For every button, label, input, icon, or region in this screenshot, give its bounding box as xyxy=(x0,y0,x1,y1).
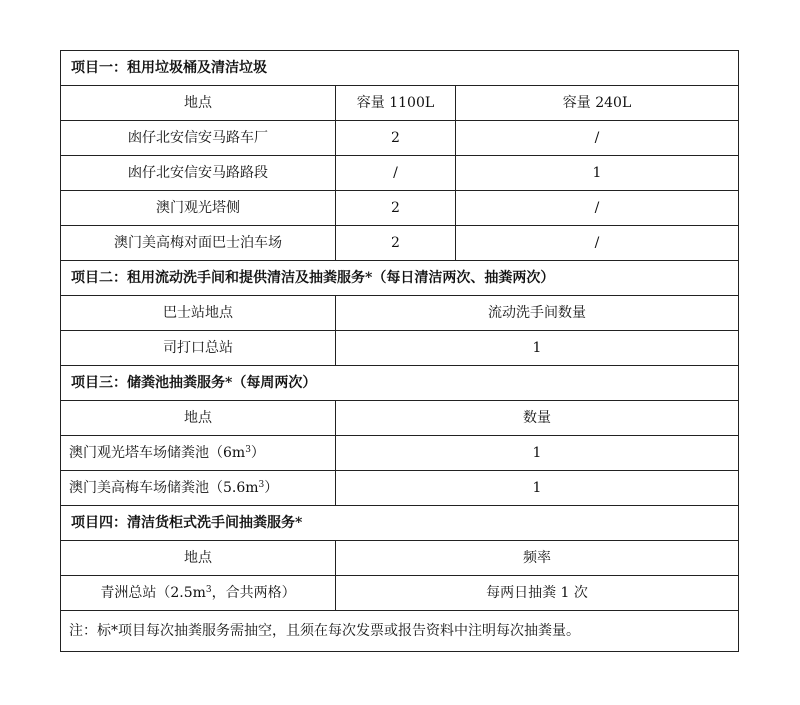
footnote: 注：标*项目每次抽粪服务需抽空，且须在每次发票或报告资料中注明每次抽粪量。 xyxy=(61,611,739,652)
capacity-1100l-cell: 2 xyxy=(336,226,456,261)
location-cell: 澳门美高梅车场储粪池$(5.6m^3)$ xyxy=(61,471,336,506)
location-cell: 凼仔北安信安马路车厂 xyxy=(61,121,336,156)
count-cell: 1 xyxy=(336,331,739,366)
section-2-header-row xyxy=(61,296,739,331)
location-cell: 司打口总站 xyxy=(61,331,336,366)
section-1-title-row xyxy=(61,51,739,86)
section-4-title-row xyxy=(61,506,739,541)
table-row xyxy=(61,121,739,156)
section-2-title: 项目二：租用流动洗手间和提供清洁及抽粪服务*（每日清洁两次、抽粪两次） xyxy=(61,261,739,296)
service-table xyxy=(60,50,739,652)
table-row xyxy=(61,226,739,261)
table-row xyxy=(61,191,739,226)
frequency-cell: 每两日抽粪 1 次 xyxy=(336,576,739,611)
table-row xyxy=(61,436,739,471)
location-cell: 澳门观光塔车场储粪池$(6m^3)$ xyxy=(61,436,336,471)
header-toilet-count: 流动洗手间数量 xyxy=(336,296,739,331)
capacity-240l-cell: / xyxy=(456,121,739,156)
capacity-1100l-cell: 2 xyxy=(336,121,456,156)
header-frequency: 频率 xyxy=(336,541,739,576)
location-cell: 青洲总站（$2.5m^3$，合共两格） xyxy=(61,576,336,611)
header-location: 地点 xyxy=(61,401,336,436)
section-3-title-row xyxy=(61,366,739,401)
header-quantity: 数量 xyxy=(336,401,739,436)
table-row xyxy=(61,331,739,366)
capacity-240l-cell: / xyxy=(456,226,739,261)
section-4-header-row xyxy=(61,541,739,576)
table-row xyxy=(61,471,739,506)
section-2-title-row xyxy=(61,261,739,296)
note-row xyxy=(61,611,739,652)
section-1-title: 项目一：租用垃圾桶及清洁垃圾 xyxy=(61,51,739,86)
capacity-240l-cell: / xyxy=(456,191,739,226)
header-capacity-1100l: 容量 1100L xyxy=(336,86,456,121)
section-1-header-row xyxy=(61,86,739,121)
section-4-title: 项目四：清洁货柜式洗手间抽粪服务* xyxy=(61,506,739,541)
header-bus-stop-location: 巴士站地点 xyxy=(61,296,336,331)
section-3-title: 项目三：储粪池抽粪服务*（每周两次） xyxy=(61,366,739,401)
header-location: 地点 xyxy=(61,541,336,576)
location-cell: 澳门美高梅对面巴士泊车场 xyxy=(61,226,336,261)
header-capacity-240l: 容量 240L xyxy=(456,86,739,121)
location-cell: 凼仔北安信安马路路段 xyxy=(61,156,336,191)
capacity-240l-cell: 1 xyxy=(456,156,739,191)
quantity-cell: 1 xyxy=(336,471,739,506)
quantity-cell: 1 xyxy=(336,436,739,471)
header-location: 地点 xyxy=(61,86,336,121)
section-3-header-row xyxy=(61,401,739,436)
table-row xyxy=(61,156,739,191)
capacity-1100l-cell: 2 xyxy=(336,191,456,226)
location-cell: 澳门观光塔侧 xyxy=(61,191,336,226)
capacity-1100l-cell: / xyxy=(336,156,456,191)
table-row xyxy=(61,576,739,611)
